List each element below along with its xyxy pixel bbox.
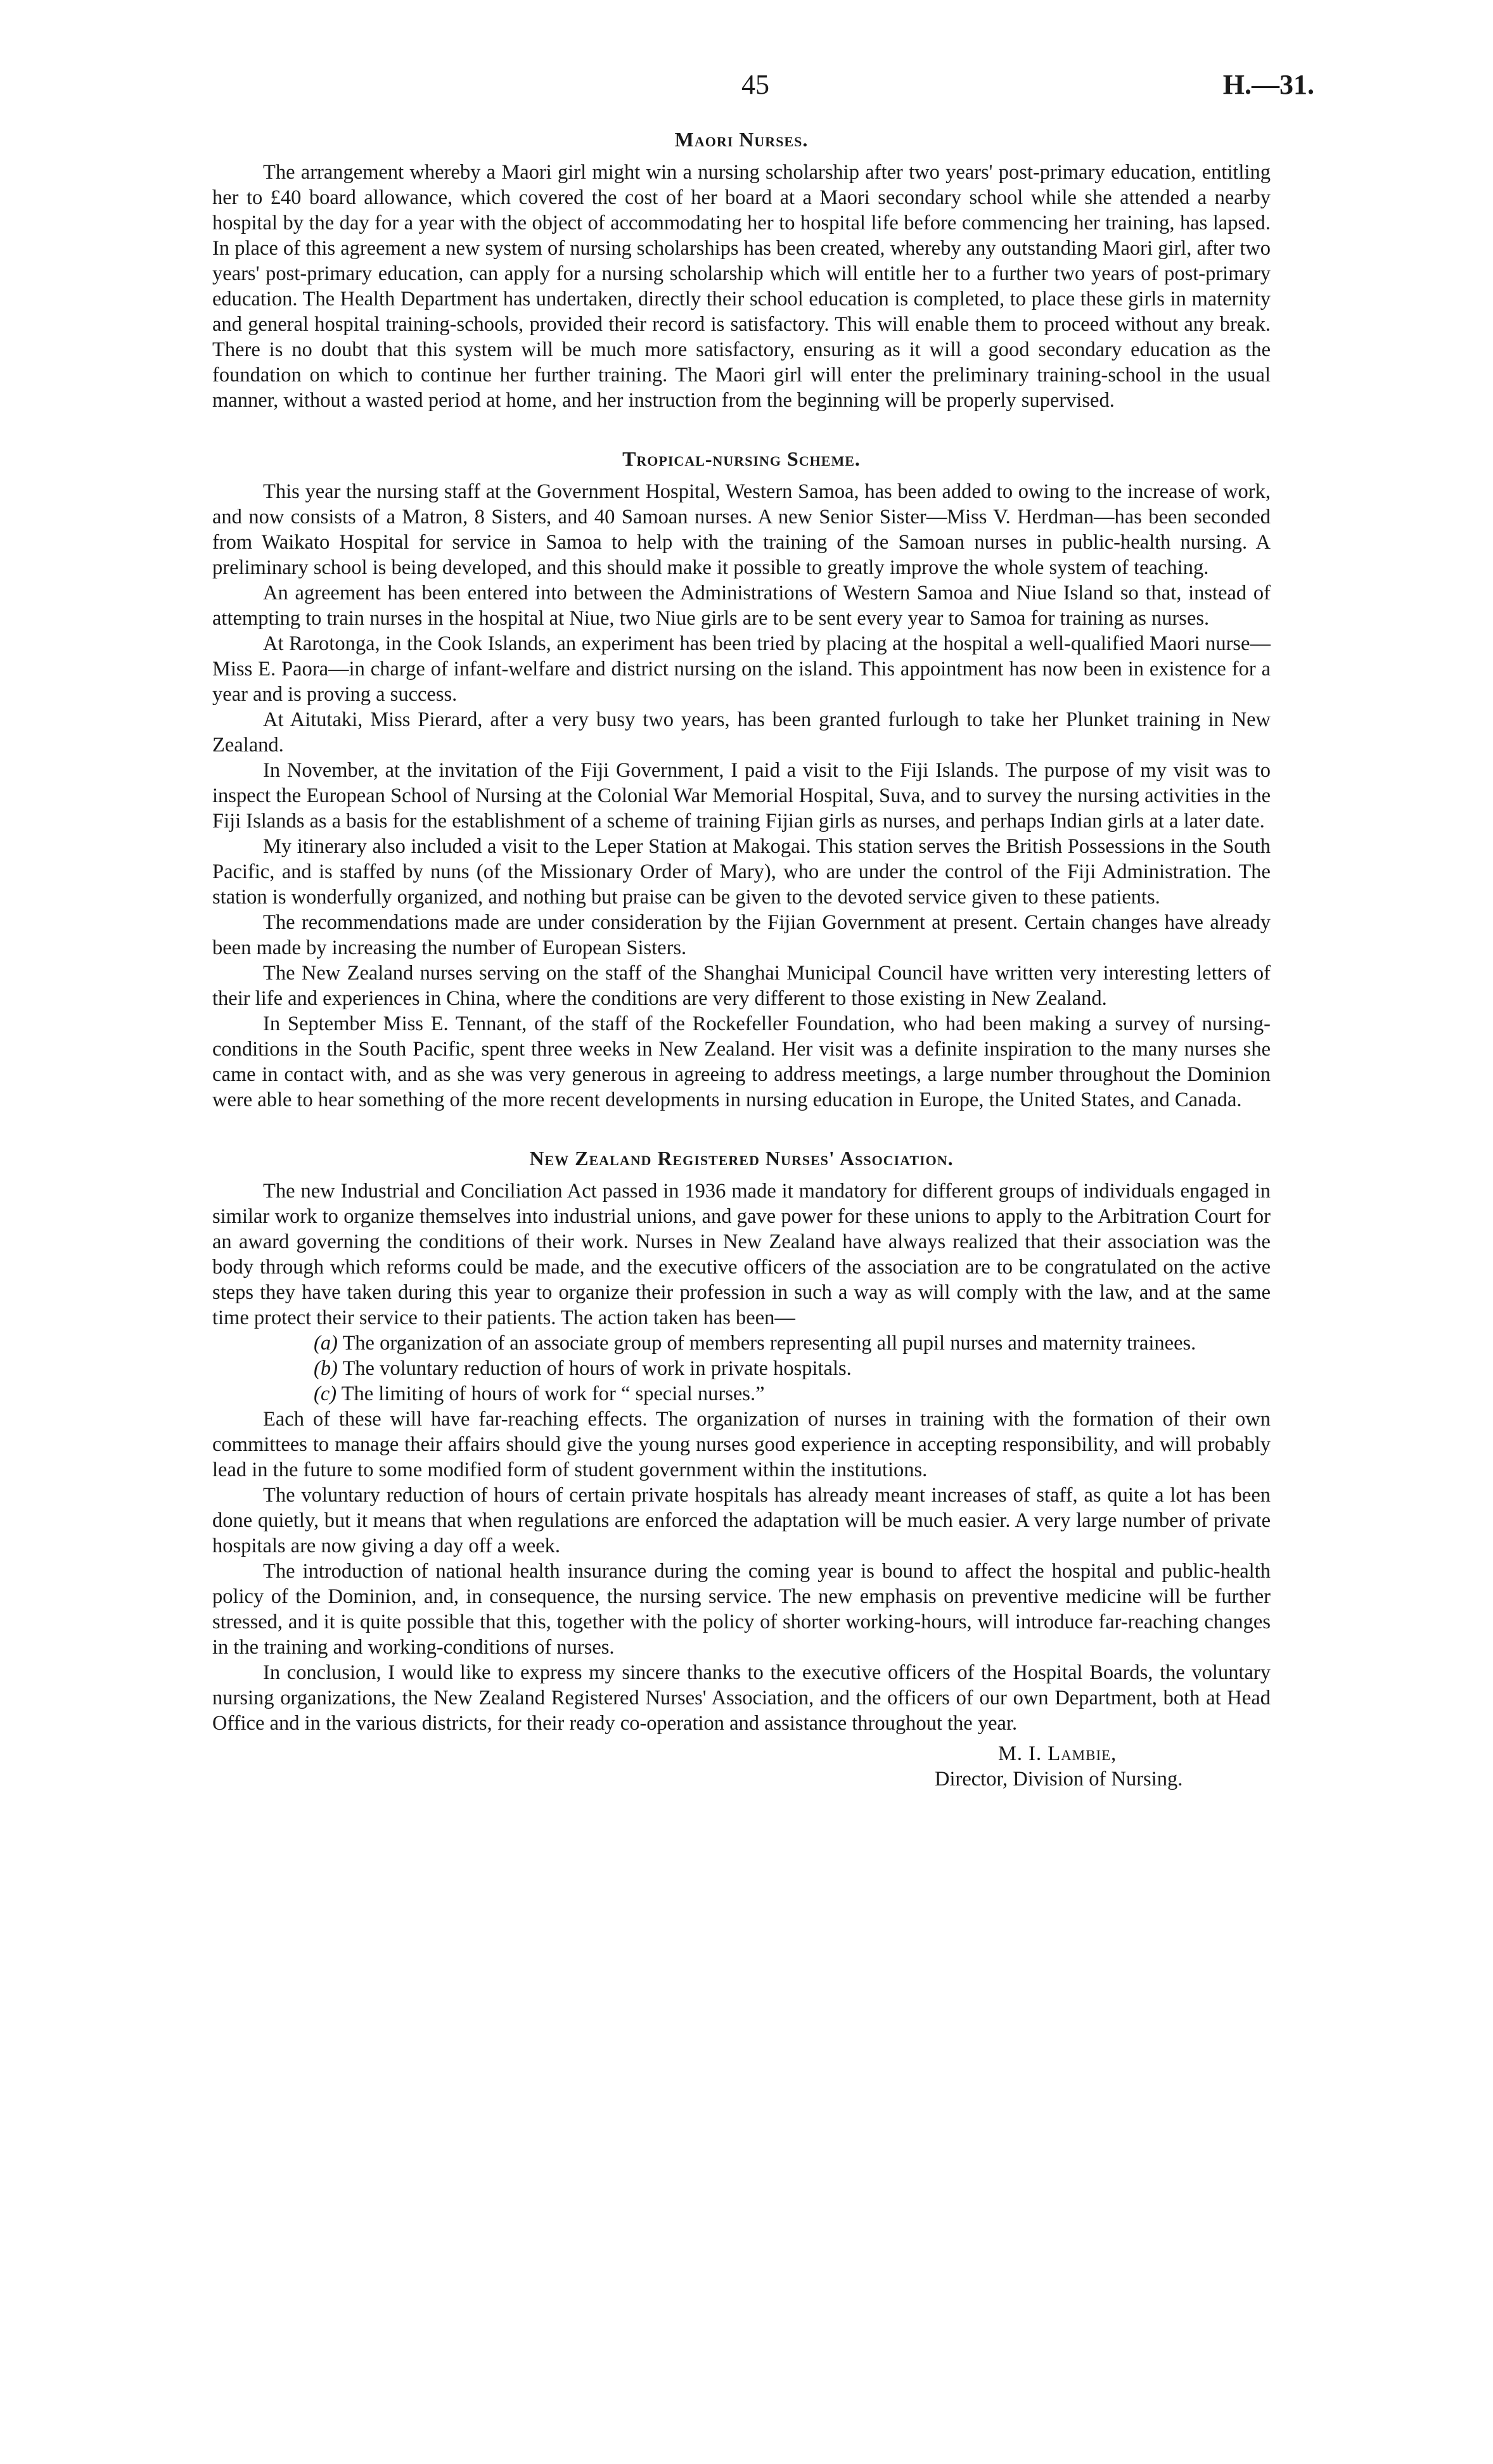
paragraph: The recommendations made are under consideration by the Fijian Government at present. Certain changes have already been made by increasing the number of European Sisters. (212, 911, 1271, 959)
section-tropical-nursing (212, 446, 1271, 1113)
section-maori-nurses (212, 127, 1271, 413)
list-item (212, 1331, 1271, 1356)
action-list (212, 1331, 1271, 1407)
list-item-text: The limiting of hours of work for “ special nurses.” (341, 1382, 765, 1405)
signature-block (212, 1741, 1271, 1792)
paragraph: The introduction of national health insurance during the coming year is bound to affect the hospital and public-health policy of the Dominion, and, in consequence, the nursing service. The new emphasis on preventive medicine will be further stressed, and it is quite possible that this, together with the policy of shorter working-hours, will introduce far-reaching changes in the training and working-conditions of nurses. (212, 1560, 1271, 1659)
list-marker: (a) (314, 1332, 338, 1355)
list-item (212, 1381, 1271, 1407)
paragraph: An agreement has been entered into between the Administrations of Western Samoa and Niue Island so that, instead of attempting to train nurses in the hospital at Niue, two Niue girls are to be sent every year to Samoa for training as nurses. (212, 582, 1271, 630)
paragraph: At Rarotonga, in the Cook Islands, an experiment has been tried by placing at the hospital a well-qualified Maori nurse—Miss E. Paora—in charge of infant-welfare and district nursing on the island. This appointment has now been in existence for a year and is proving a success. (212, 632, 1271, 706)
section-heading: New Zealand Registered Nurses' Association. (529, 1147, 954, 1170)
list-item-text: The voluntary reduction of hours of work in private hospitals. (342, 1357, 852, 1380)
body-text (212, 127, 1271, 1792)
paragraph: In November, at the invitation of the Fiji Government, I paid a visit to the Fiji Islands. The purpose of my visit was to inspect the European School of Nursing at the Colonial War Memorial Hospital, Suva, and to survey the nursing activities in the Fiji Islands as a basis for the establishment of a scheme of training Fijian girls as nurses, and perhaps Indian girls at a later date. (212, 759, 1271, 833)
paragraph: The arrangement whereby a Maori girl might win a nursing scholarship after two years' post-primary education, entitling her to £40 board allowance, which covered the cost of her board at a Maori secondary school while she attended a nearby hospital by the day for a year with the object of accommodating her to hospital life before commencing her training, has lapsed. In place of this agreement a new system of nursing scholarships has been created, whereby any outstanding Maori girl, after two years' post-primary education, can apply for a nursing scholarship which will entitle her to a further two years of post-primary education. The Health Department has undertaken, directly their school education is completed, to place these girls in maternity and general hospital training-schools, provided their record is satisfactory. This will enable them to proceed without any break. There is no doubt that this system will be much more satisfactory, ensuring as it will a good secondary education as the foundation on which to continue her further training. The Maori girl will enter the preliminary training-school in the usual manner, without a wasted period at home, and her instruction from the beginning will be properly supervised. (212, 161, 1271, 412)
section-heading: Tropical-nursing Scheme. (622, 447, 861, 470)
signatory-title: Director, Division of Nursing. (935, 1768, 1183, 1791)
paragraph: In September Miss E. Tennant, of the staff of the Rockefeller Foundation, who had been making a survey of nursing-conditions in the South Pacific, spent three weeks in New Zealand. Her visit was a definite inspiration to the many nurses she came in contact with, and as she was very generous in agreeing to address meetings, a large number throughout the Dominion were able to hear something of the more recent developments in nursing education in Europe, the United States, and Canada. (212, 1012, 1271, 1111)
paragraph: This year the nursing staff at the Government Hospital, Western Samoa, has been added to owing to the increase of work, and now consists of a Matron, 8 Sisters, and 40 Samoan nurses. A new Senior Sister—Miss V. Herdman—has been seconded from Waikato Hospital for service in Samoa to help with the training of the Samoan nurses in public-health nursing. A preliminary school is being developed, and this should make it possible to greatly improve the whole system of teaching. (212, 480, 1271, 579)
paragraph: My itinerary also included a visit to the Leper Station at Makogai. This station serves the British Possessions in the South Pacific, and is staffed by nuns (of the Missionary Order of Mary), who are under the control of the Fiji Administration. The station is wonderfully organized, and nothing but praise can be given to the devoted service given to these patients. (212, 835, 1271, 909)
paragraph: At Aitutaki, Miss Pierard, after a very busy two years, has been granted furlough to take her Plunket training in New Zealand. (212, 708, 1271, 756)
document-reference: H.—31. (1222, 69, 1314, 100)
paragraph: The New Zealand nurses serving on the staff of the Shanghai Municipal Council have written very interesting letters of their life and experiences in China, where the conditions are very different to those existing in New Zealand. (212, 962, 1271, 1010)
list-marker: (b) (314, 1357, 338, 1380)
page-header (0, 68, 1493, 113)
section-registered-nurses-association (212, 1146, 1271, 1736)
paragraph: The voluntary reduction of hours of certain private hospitals has already meant increases of staff, as quite a lot has been done quietly, but it means that when regulations are enforced the adaptation will be much easier. A very large number of private hospitals are now giving a day off a week. (212, 1484, 1271, 1557)
list-marker: (c) (314, 1382, 337, 1405)
page-number: 45 (741, 69, 769, 100)
signatory-name: M. I. Lambie, (998, 1742, 1117, 1765)
paragraph: In conclusion, I would like to express my sincere thanks to the executive officers of the Hospital Boards, the voluntary nursing organizations, the New Zealand Registered Nurses' Association, and the officers of our own Department, both at Head Office and in the various districts, for their ready co-operation and assistance throughout the year. (212, 1661, 1271, 1735)
paragraph: Each of these will have far-reaching effects. The organization of nurses in training with the formation of their own committees to manage their affairs should give the young nurses good experience in accepting responsibility, and will probably lead in the future to some modified form of student government within the institutions. (212, 1408, 1271, 1481)
list-item (212, 1356, 1271, 1381)
section-heading: Maori Nurses. (674, 128, 809, 151)
list-item-text: The organization of an associate group of members representing all pupil nurses and maternity trainees. (342, 1332, 1196, 1355)
paragraph: The new Industrial and Conciliation Act passed in 1936 made it mandatory for different groups of individuals engaged in similar work to organize themselves into industrial unions, and gave power for these unions to apply to the Arbitration Court for an award governing the conditions of their work. Nurses in New Zealand have always realized that their association was the body through which reforms could be made, and the executive officers of the association are to be congratulated on the active steps they have taken during this year to organize their profession in such a way as will comply with the law, and at the same time protect their service to their patients. The action taken has been— (212, 1180, 1271, 1329)
